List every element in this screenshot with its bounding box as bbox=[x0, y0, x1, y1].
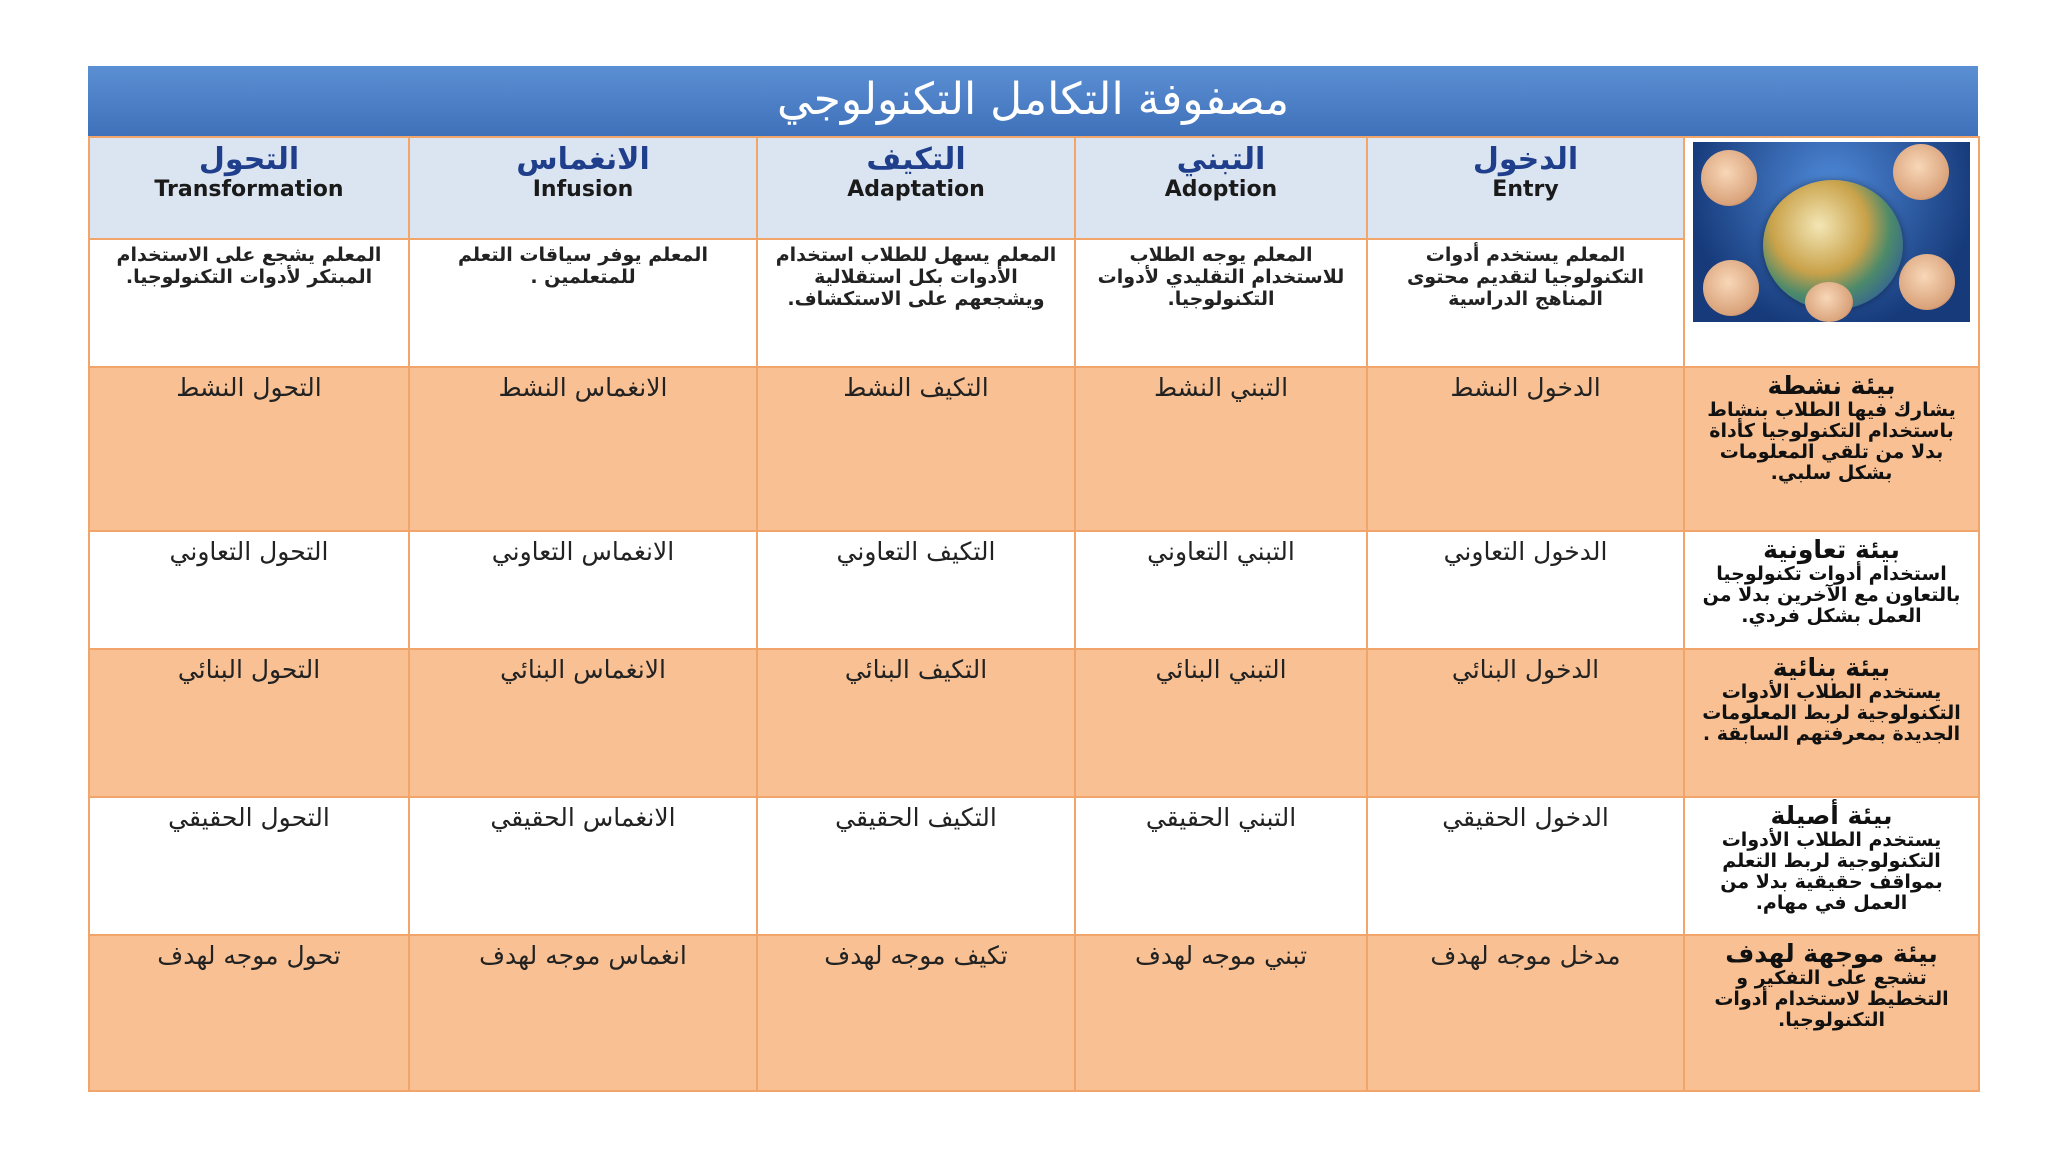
environment-title: بيئة موجهة لهدف bbox=[1725, 939, 1938, 968]
matrix-cell: التكيف الحقيقي bbox=[757, 797, 1075, 935]
stage-header-transformation bbox=[89, 137, 409, 239]
stage-name-en: Infusion bbox=[532, 177, 634, 202]
matrix-cell: تحول موجه لهدف bbox=[89, 935, 409, 1091]
children-globe-image bbox=[1693, 142, 1970, 322]
photo-cell bbox=[1684, 137, 1979, 367]
environment-description: تشجع على التفكير و التخطيط لاستخدام أدوات التكنولوجيا. bbox=[1714, 967, 1949, 1031]
stage-name-ar: التبني bbox=[1176, 142, 1266, 177]
environment-title: بيئة تعاونية bbox=[1763, 535, 1900, 564]
environment-header bbox=[1684, 531, 1979, 649]
stage-description: المعلم يوفر سياقات التعلم للمتعلمين . bbox=[409, 239, 757, 367]
matrix-cell: التحول التعاوني bbox=[89, 531, 409, 649]
matrix-slide bbox=[88, 66, 1978, 1082]
matrix-cell: تبني موجه لهدف bbox=[1075, 935, 1367, 1091]
matrix-cell: الدخول الحقيقي bbox=[1367, 797, 1684, 935]
matrix-cell: مدخل موجه لهدف bbox=[1367, 935, 1684, 1091]
environment-header bbox=[1684, 797, 1979, 935]
stage-description: المعلم يشجع على الاستخدام المبتكر لأدوات التكنولوجيا. bbox=[89, 239, 409, 367]
stage-description: المعلم يسهل للطلاب استخدام الأدوات بكل استقلالية ويشجعهم على الاستكشاف. bbox=[757, 239, 1075, 367]
stage-header-row bbox=[89, 137, 1979, 239]
stage-name-en: Adoption bbox=[1164, 177, 1278, 202]
environment-title: بيئة بنائية bbox=[1772, 653, 1891, 682]
environment-description: يشارك فيها الطلاب بنشاط باستخدام التكنولوجيا كأداة بدلا من تلقي المعلومات بشكل سلبي. bbox=[1707, 399, 1956, 484]
matrix-cell: التحول البنائي bbox=[89, 649, 409, 797]
environment-description: استخدام أدوات تكنولوجيا بالتعاون مع الآخرين بدلا من العمل بشكل فردي. bbox=[1702, 563, 1961, 627]
environment-description: يستخدم الطلاب الأدوات التكنولوجية لربط التعلم بمواقف حقيقية بدلا من العمل في مهام. bbox=[1720, 829, 1943, 914]
environment-description: يستخدم الطلاب الأدوات التكنولوجية لربط المعلومات الجديدة بمعرفتهم السابقة . bbox=[1702, 681, 1961, 745]
stage-header-infusion bbox=[409, 137, 757, 239]
matrix-cell: التحول الحقيقي bbox=[89, 797, 409, 935]
stage-header-entry bbox=[1367, 137, 1684, 239]
environment-title: بيئة أصيلة bbox=[1770, 801, 1893, 830]
environment-row-constructive bbox=[89, 649, 1979, 797]
stage-name-ar: الانغماس bbox=[516, 142, 650, 177]
matrix-cell: الانغماس الحقيقي bbox=[409, 797, 757, 935]
matrix-cell: الدخول التعاوني bbox=[1367, 531, 1684, 649]
stage-name-ar: الدخول bbox=[1472, 142, 1579, 177]
matrix-cell: التكيف التعاوني bbox=[757, 531, 1075, 649]
stage-name-en: Entry bbox=[1492, 177, 1559, 202]
matrix-cell: التبني البنائي bbox=[1075, 649, 1367, 797]
stage-name-en: Adaptation bbox=[847, 177, 985, 202]
matrix-cell: التبني الحقيقي bbox=[1075, 797, 1367, 935]
matrix-cell: الدخول النشط bbox=[1367, 367, 1684, 531]
stage-header-adaptation bbox=[757, 137, 1075, 239]
stage-name-ar: التحول bbox=[198, 142, 300, 177]
matrix-cell: الانغماس البنائي bbox=[409, 649, 757, 797]
matrix-cell: الدخول البنائي bbox=[1367, 649, 1684, 797]
environment-row-collaborative bbox=[89, 531, 1979, 649]
environment-row-goal-directed bbox=[89, 935, 1979, 1091]
matrix-cell: انغماس موجه لهدف bbox=[409, 935, 757, 1091]
environment-row-authentic bbox=[89, 797, 1979, 935]
stage-header-adoption bbox=[1075, 137, 1367, 239]
matrix-cell: الانغماس التعاوني bbox=[409, 531, 757, 649]
matrix-cell: التكيف البنائي bbox=[757, 649, 1075, 797]
environment-row-active bbox=[89, 367, 1979, 531]
matrix-cell: التبني النشط bbox=[1075, 367, 1367, 531]
matrix-cell: التبني التعاوني bbox=[1075, 531, 1367, 649]
stage-description: المعلم يوجه الطلاب للاستخدام التقليدي لأدوات التكنولوجيا. bbox=[1075, 239, 1367, 367]
matrix-cell: تكيف موجه لهدف bbox=[757, 935, 1075, 1091]
slide-title: مصفوفة التكامل التكنولوجي bbox=[88, 66, 1978, 136]
environment-header bbox=[1684, 935, 1979, 1091]
environment-header bbox=[1684, 367, 1979, 531]
environment-title: بيئة نشطة bbox=[1767, 371, 1896, 400]
matrix-cell: التحول النشط bbox=[89, 367, 409, 531]
technology-integration-matrix bbox=[88, 136, 1980, 1092]
stage-description: المعلم يستخدم أدوات التكنولوجيا لتقديم محتوى المناهج الدراسية bbox=[1367, 239, 1684, 367]
matrix-cell: التكيف النشط bbox=[757, 367, 1075, 531]
stage-name-en: Transformation bbox=[154, 177, 344, 202]
stage-name-ar: التكيف bbox=[866, 142, 966, 177]
environment-header bbox=[1684, 649, 1979, 797]
matrix-cell: الانغماس النشط bbox=[409, 367, 757, 531]
